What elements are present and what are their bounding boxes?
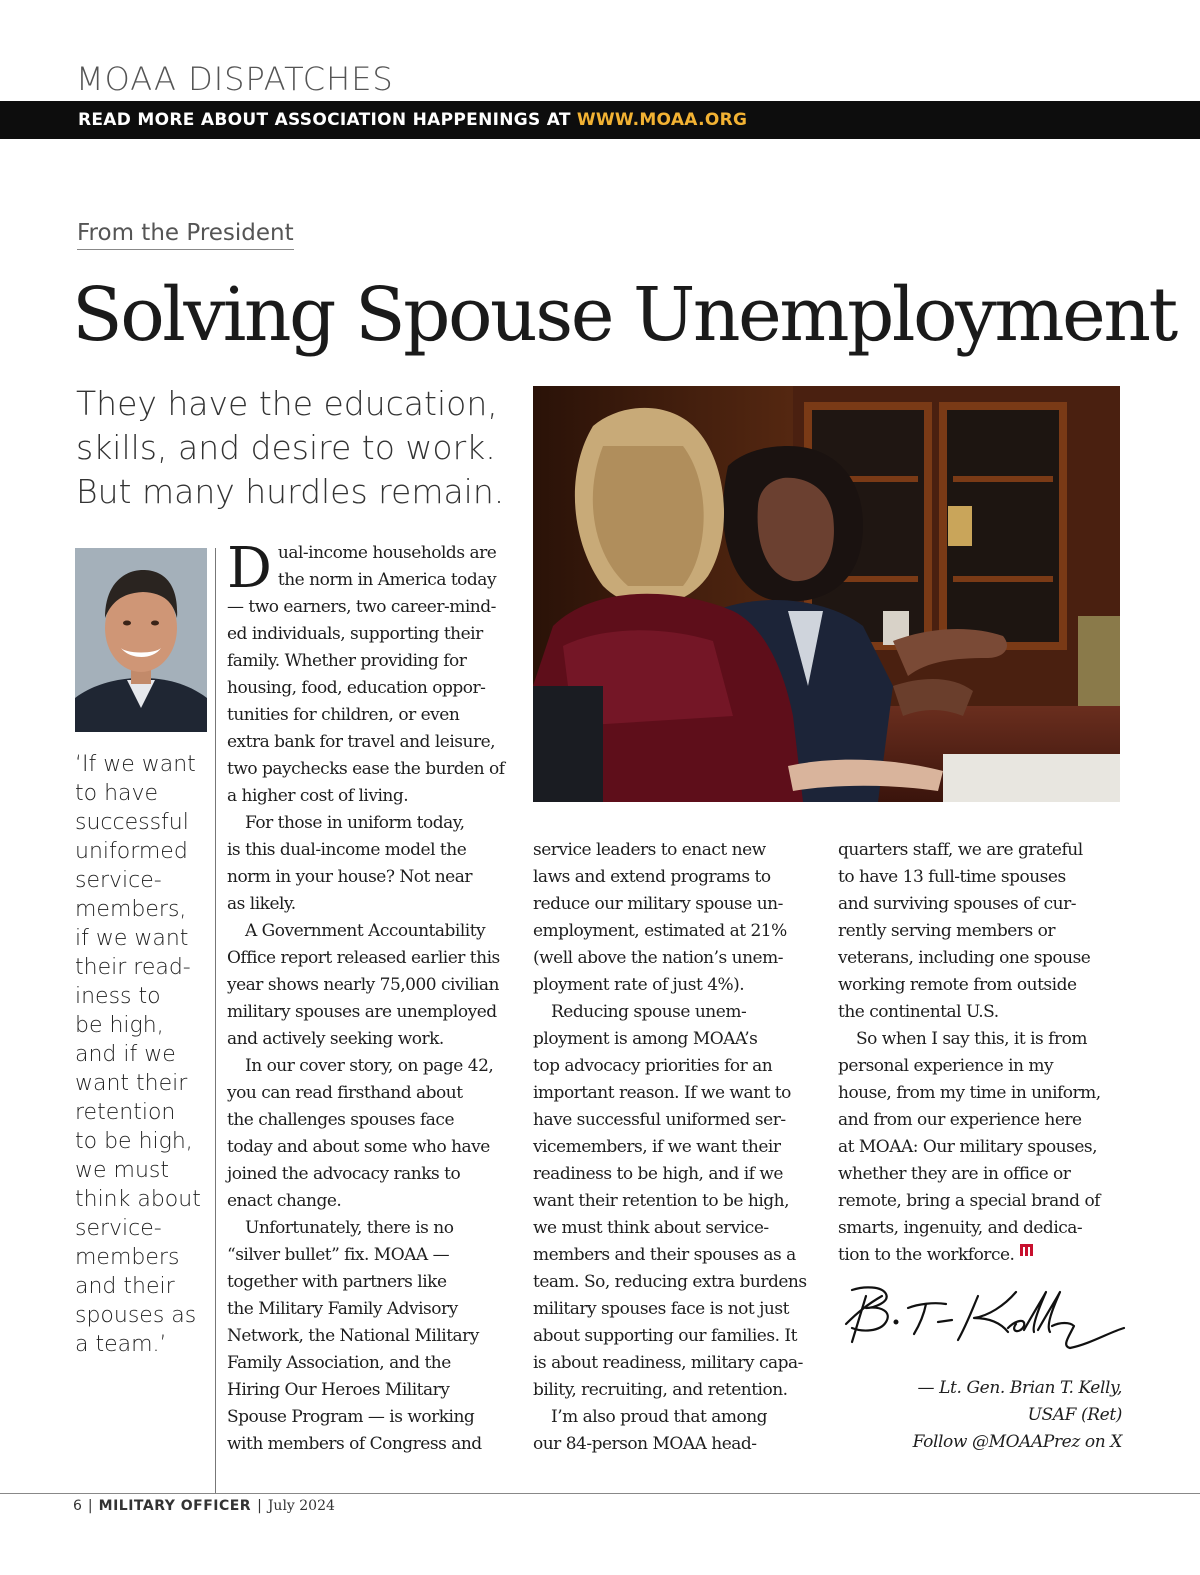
banner-link[interactable]: WWW.MOAA.ORG — [576, 110, 748, 130]
body-line: to have 13 full-time spouses — [838, 867, 1066, 887]
body-line: ployment rate of just 4%). — [533, 975, 745, 995]
pull-quote-line: members, — [75, 897, 187, 922]
body-line: is this dual-income model the — [227, 840, 467, 860]
body-line: — two earners, two career-mind- — [227, 597, 496, 617]
banner-text — [78, 110, 747, 130]
body-line: about supporting our families. It — [533, 1326, 797, 1346]
body-line: For those in uniform today, — [245, 813, 465, 833]
body-line: together with partners like — [227, 1272, 447, 1292]
body-line: joined the advocacy ranks to — [227, 1164, 461, 1184]
pull-quote-line: service- — [75, 868, 162, 893]
pull-quote-line: members — [75, 1245, 180, 1270]
pull-quote-line: spouses as — [75, 1303, 197, 1328]
body-line: we must think about service- — [533, 1218, 769, 1238]
body-line: bility, recruiting, and retention. — [533, 1380, 788, 1400]
body-line: with members of Congress and — [227, 1434, 482, 1454]
banner-message: READ MORE ABOUT ASSOCIATION HAPPENINGS AT — [78, 110, 571, 130]
body-line: tunities for children, or even — [227, 705, 460, 725]
signoff-social[interactable]: Follow @MOAAPrez on X — [912, 1432, 1122, 1452]
body-line: a higher cost of living. — [227, 786, 409, 806]
body-line: the continental U.S. — [838, 1002, 999, 1022]
footer-separator: | — [257, 1498, 262, 1514]
body-line: and surviving spouses of cur- — [838, 894, 1076, 914]
pull-quote-line: want their — [75, 1071, 188, 1096]
body-line: whether they are in office or — [838, 1164, 1071, 1184]
drop-cap: D — [227, 536, 272, 601]
body-line: So when I say this, it is from — [856, 1029, 1087, 1049]
section-header-title: MOAA DISPATCHES — [76, 60, 394, 98]
signoff-name: — Lt. Gen. Brian T. Kelly, — [917, 1378, 1122, 1398]
signoff-rank: USAF (Ret) — [1027, 1405, 1122, 1425]
moaa-end-mark-icon — [1020, 1242, 1034, 1269]
body-line: two paychecks ease the burden of — [227, 759, 505, 779]
deck-line: skills, and desire to work. — [76, 428, 496, 467]
author-signature — [838, 1282, 1128, 1352]
article-headline: Solving Spouse Unemployment — [72, 272, 1176, 358]
pull-quote-line: and their — [75, 1274, 175, 1299]
body-line: “silver bullet” fix. MOAA — — [227, 1245, 450, 1265]
body-line: (well above the nation’s unem- — [533, 948, 783, 968]
deck-line: They have the education, — [76, 384, 498, 423]
body-line: Reducing spouse unem- — [551, 1002, 747, 1022]
page-footer — [73, 1498, 335, 1515]
pull-quote-line: service- — [75, 1216, 162, 1241]
deck-line: But many hurdles remain. — [76, 472, 505, 511]
body-line: A Government Accountability — [245, 921, 486, 941]
section-label: From the President — [77, 220, 294, 250]
issue-date: July 2024 — [267, 1498, 335, 1514]
body-line: In our cover story, on page 42, — [245, 1056, 494, 1076]
header-banner — [0, 101, 1200, 139]
pull-quote-line: a team.’ — [75, 1332, 167, 1357]
body-line: quarters staff, we are grateful — [838, 840, 1083, 860]
pull-quote-line: uniformed — [75, 839, 188, 864]
pull-quote-line: be high, — [75, 1013, 164, 1038]
body-line: enact change. — [227, 1191, 342, 1211]
body-line: top advocacy priorities for an — [533, 1056, 773, 1076]
body-line: rently serving members or — [838, 921, 1055, 941]
body-line: veterans, including one spouse — [838, 948, 1091, 968]
column-divider — [215, 548, 216, 1493]
body-column-1 — [227, 536, 505, 1458]
body-column-2 — [533, 837, 807, 1458]
body-line: want their retention to be high, — [533, 1191, 789, 1211]
body-line: the Military Family Advisory — [227, 1299, 458, 1319]
body-line: norm in your house? Not near — [227, 867, 472, 887]
body-line: vicemembers, if we want their — [533, 1137, 781, 1157]
body-line: our 84-person MOAA head- — [533, 1434, 757, 1454]
body-line-text: tion to the workforce. — [838, 1245, 1015, 1265]
pull-quote-line: and if we — [75, 1042, 176, 1067]
body-line: today and about some who have — [227, 1137, 490, 1157]
body-column-3 — [838, 837, 1101, 1269]
body-line: reduce our military spouse un- — [533, 894, 783, 914]
pull-quote-line: ‘If we want — [75, 752, 196, 777]
body-line: Network, the National Military — [227, 1326, 479, 1346]
body-line: readiness to be high, and if we — [533, 1164, 783, 1184]
body-line: as likely. — [227, 894, 296, 914]
body-line: Hiring Our Heroes Military — [227, 1380, 450, 1400]
body-line: laws and extend programs to — [533, 867, 771, 887]
body-line: is about readiness, military capa- — [533, 1353, 803, 1373]
footer-divider — [0, 1493, 1200, 1494]
body-line: you can read firsthand about — [227, 1083, 463, 1103]
body-line: employment, estimated at 21% — [533, 921, 787, 941]
pull-quote-line: if we want — [75, 926, 189, 951]
body-line: housing, food, education oppor- — [227, 678, 486, 698]
body-line: working remote from outside — [838, 975, 1077, 995]
body-line: important reason. If we want to — [533, 1083, 791, 1103]
pull-quote-line: their read- — [75, 955, 191, 980]
body-line: house, from my time in uniform, — [838, 1083, 1101, 1103]
magazine-name: MILITARY OFFICER — [98, 1498, 252, 1514]
body-line: the challenges spouses face — [227, 1110, 455, 1130]
body-line: ployment is among MOAA’s — [533, 1029, 758, 1049]
pull-quote-line: we must — [75, 1158, 169, 1183]
pull-quote-line: successful — [75, 810, 189, 835]
page-number: 6 — [73, 1498, 82, 1514]
body-line: military spouses face is not just — [533, 1299, 789, 1319]
body-line: and actively seeking work. — [227, 1029, 444, 1049]
body-line: remote, bring a special brand of — [838, 1191, 1100, 1211]
body-line: extra bank for travel and leisure, — [227, 732, 496, 752]
body-line: family. Whether providing for — [227, 651, 467, 671]
body-line: year shows nearly 75,000 civilian — [227, 975, 499, 995]
body-line: service leaders to enact new — [533, 840, 766, 860]
body-line: team. So, reducing extra burdens — [533, 1272, 807, 1292]
body-line: members and their spouses as a — [533, 1245, 796, 1265]
body-line: at MOAA: Our military spouses, — [838, 1137, 1098, 1157]
pull-quote-line: iness to — [75, 984, 161, 1009]
body-line: I’m also proud that among — [551, 1407, 768, 1427]
pull-quote — [75, 750, 210, 1359]
pull-quote-line: to have — [75, 781, 159, 806]
body-line: Spouse Program — is working — [227, 1407, 475, 1427]
body-line: ual-income households are — [277, 543, 497, 563]
author-portrait — [75, 548, 207, 732]
pull-quote-line: to be high, — [75, 1129, 193, 1154]
pull-quote-line: think about — [75, 1187, 201, 1212]
article-photo — [533, 386, 1120, 802]
body-line: military spouses are unemployed — [227, 1002, 497, 1022]
body-line: personal experience in my — [838, 1056, 1054, 1076]
pull-quote-line: retention — [75, 1100, 176, 1125]
body-line: Office report released earlier this — [227, 948, 500, 968]
body-line: smarts, ingenuity, and dedica- — [838, 1218, 1083, 1238]
footer-separator: | — [87, 1498, 93, 1514]
body-line: Unfortunately, there is no — [245, 1218, 454, 1238]
body-line: ed individuals, supporting their — [227, 624, 483, 644]
body-line: and from our experience here — [838, 1110, 1082, 1130]
body-line: have successful uniformed ser- — [533, 1110, 786, 1130]
body-line: the norm in America today — [277, 570, 497, 590]
body-line: Family Association, and the — [227, 1353, 451, 1373]
body-line-final — [838, 1242, 1101, 1269]
article-deck — [76, 382, 516, 514]
author-signoff — [913, 1375, 1122, 1456]
